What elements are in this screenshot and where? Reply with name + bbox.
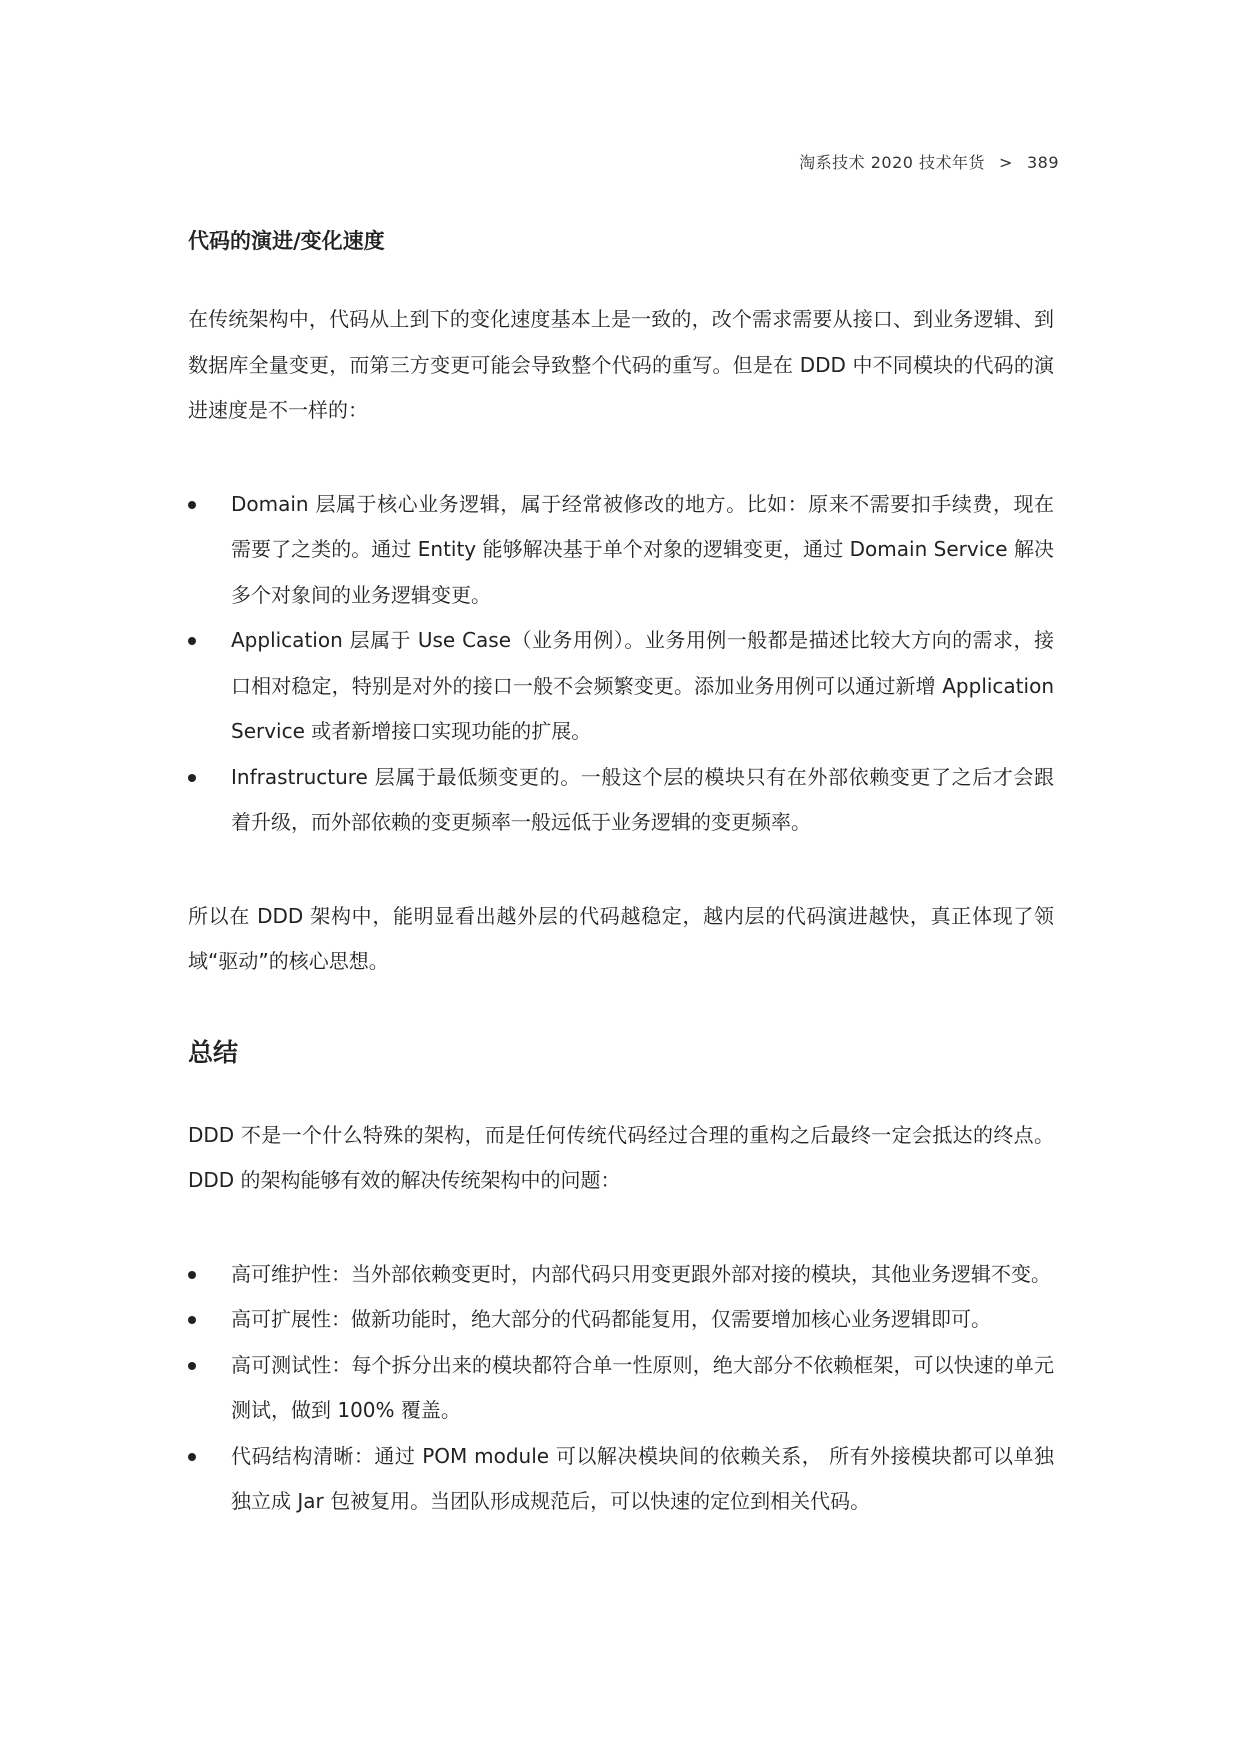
list-item [188, 755, 1054, 846]
list-item [188, 618, 1054, 755]
book-title: 淘系技术 2020 技术年货 [799, 153, 986, 172]
list-item [188, 482, 1054, 619]
benefits-list [188, 1252, 1054, 1525]
list-item-text: 代码结构清晰：通过 POM module 可以解决模块间的依赖关系， 所有外接模块都可以单独独立成 Jar 包被复用。当团队形成规范后，可以快速的定位到相关代码。 [231, 1443, 1054, 1513]
list-item [188, 1434, 1054, 1525]
running-header [799, 150, 1059, 173]
list-item [188, 1297, 1054, 1343]
bullet-icon [188, 1316, 196, 1324]
bullet-icon [188, 774, 196, 782]
list-item [188, 1252, 1054, 1298]
bullet-icon [188, 1362, 196, 1370]
list-item-text: 高可测试性：每个拆分出来的模块都符合单一性原则，绝大部分不依赖框架，可以快速的单元测试，做到 100% 覆盖。 [231, 1352, 1054, 1422]
list-item-text: Infrastructure 层属于最低频变更的。一般这个层的模块只有在外部依赖变更了之后才会跟着升级，而外部依赖的变更频率一般远低于业务逻辑的变更频率。 [231, 764, 1054, 834]
conclusion-paragraph: 所以在 DDD 架构中，能明显看出越外层的代码越稳定，越内层的代码演进越快，真正体现了领域“驱动”的核心思想。 [188, 903, 1054, 973]
list-item-text: 高可维护性：当外部依赖变更时，内部代码只用变更跟外部对接的模块，其他业务逻辑不变。 [231, 1261, 1051, 1286]
summary-intro-paragraph: DDD 不是一个什么特殊的架构，而是任何传统代码经过合理的重构之后最终一定会抵达的终点。DDD 的架构能够有效的解决传统架构中的问题： [188, 1122, 1054, 1192]
list-item [188, 1343, 1054, 1434]
bullet-icon [188, 1271, 196, 1279]
summary-heading: 总结 [188, 1037, 239, 1067]
page-number: 389 [1026, 153, 1059, 172]
layer-change-list [188, 482, 1054, 846]
section-subheading: 代码的演进/变化速度 [188, 229, 385, 253]
bullet-icon [188, 1453, 196, 1461]
bullet-icon [188, 637, 196, 645]
header-separator: > [999, 153, 1013, 172]
intro-paragraph: 在传统架构中，代码从上到下的变化速度基本上是一致的，改个需求需要从接口、到业务逻辑、到数据库全量变更，而第三方变更可能会导致整个代码的重写。但是在 DDD 中不同模块的代码的演进速度是不一样的： [188, 307, 1054, 422]
list-item-text: Application 层属于 Use Case（业务用例）。业务用例一般都是描述比较大方向的需求，接口相对稳定，特别是对外的接口一般不会频繁变更。添加业务用例可以通过新增 Application Service 或者新增接口实现功能的扩展。 [231, 628, 1054, 743]
list-item-text: Domain 层属于核心业务逻辑，属于经常被修改的地方。比如：原来不需要扣手续费，现在需要了之类的。通过 Entity 能够解决基于单个对象的逻辑变更，通过 Domain Service 解决多个对象间的业务逻辑变更。 [231, 491, 1054, 607]
page-body [188, 225, 1054, 1573]
bullet-icon [188, 501, 196, 509]
list-item-text: 高可扩展性：做新功能时，绝大部分的代码都能复用，仅需要增加核心业务逻辑即可。 [231, 1307, 991, 1331]
